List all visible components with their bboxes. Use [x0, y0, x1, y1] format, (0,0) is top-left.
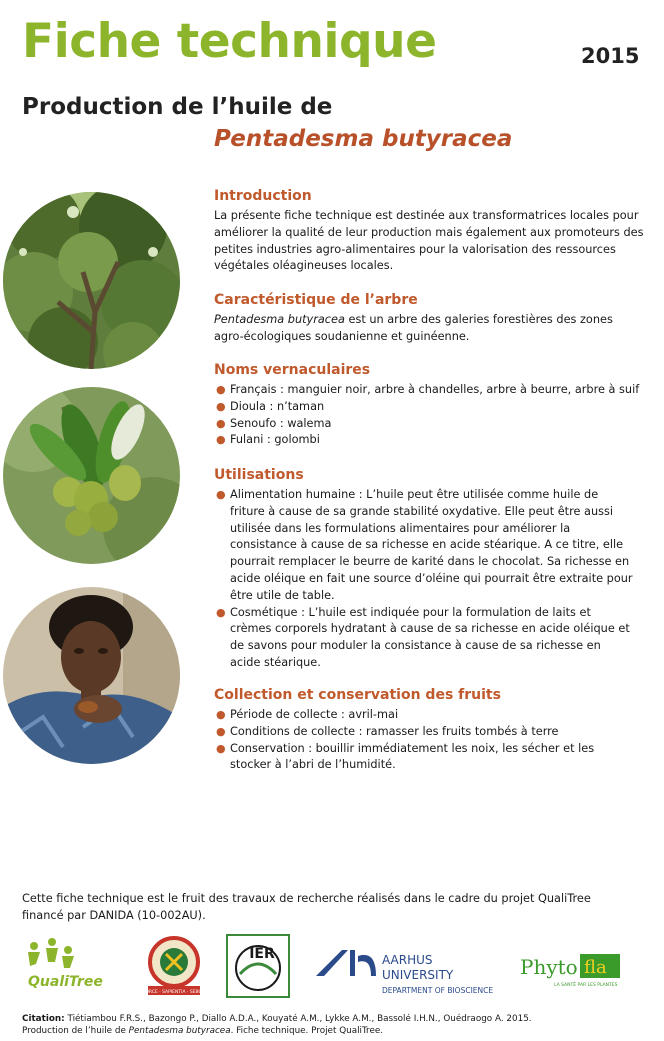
qualitree-wordmark: QualiTree [28, 974, 103, 990]
list-item: ● Alimentation humaine : L’huile peut être utilisée comme huile de friture à cause de sa grande stabilité oxydative. Elle peut être aussi utilisée dans les formulations alimentaires pour améliorer la consistance à cause de sa richesse en acide stéarique. A ce titre, elle pourrait remplacer le beurre de karité dans le chocolat. Sa richesse en acide oléique en fait une source d’oléine qui pourrait être extraite pour être utile de table. [216, 488, 633, 602]
bullet-icon: ● [216, 741, 226, 755]
bullet-icon: ● [216, 416, 226, 430]
list-item: ● Dioula : n’taman [214, 399, 644, 416]
burkina-emblem [144, 934, 204, 998]
collection-list [214, 707, 634, 774]
heading-introduction: Introduction [214, 188, 312, 204]
phytofla-wordmark-b: fla [584, 957, 607, 978]
introduction-text: La présente fiche technique est destinée aux transformatrices locales pour améliorer la qualité de leur production mais également aux promoteurs des petites industries agro-alimentaires pour la valorisation des ressources végétales oléagineuses locales. [214, 209, 644, 273]
bullet-icon: ● [216, 433, 226, 447]
subtitle-line1: Production de l’huile de [22, 94, 333, 120]
tree-photo [3, 192, 180, 369]
phytofla-tagline: LA SANTÉ PAR LES PLANTES [554, 983, 618, 988]
year-label: 2015 [581, 44, 640, 68]
bullet-icon: ● [216, 724, 226, 738]
bullet-icon: ● [216, 488, 226, 501]
utilisations-list [214, 487, 634, 672]
species-name: Pentadesma butyracea [214, 313, 345, 326]
citation-suffix: . Fiche technique. Projet QualiTree. [230, 1026, 384, 1036]
noms-list [214, 382, 644, 449]
bullet-icon: ● [216, 605, 226, 619]
list-item: ● Senoufo : walema [214, 416, 644, 433]
list-item: ● Conditions de collecte : ramasser les fruits tombés à terre [214, 724, 634, 741]
section-caracteristique [214, 292, 644, 346]
heading-collection: Collection et conservation des fruits [214, 687, 501, 703]
section-introduction [214, 188, 644, 275]
heading-noms-vernaculaires: Noms vernaculaires [214, 362, 371, 378]
caracteristique-body: est un arbre des galeries forestières des zones agro-écologiques soudanienne et guinéenne. [214, 313, 613, 343]
subtitle-species: Pentadesma butyracea [214, 126, 513, 152]
qualitree-logo [22, 938, 112, 994]
section-collection [214, 687, 634, 774]
citation [22, 1013, 642, 1037]
bullet-icon: ● [216, 383, 226, 396]
phytofla-logo [520, 950, 630, 990]
funding-note: Cette fiche technique est le fruit des travaux de recherche réalisés dans le cadre du projet QualiTree financé par DANIDA (10-002AU). [22, 892, 591, 922]
section-noms-vernaculaires [214, 362, 644, 449]
woman-photo [3, 587, 180, 764]
ier-wordmark: IER [249, 946, 275, 962]
section-utilisations [214, 467, 634, 672]
citation-species: Pentadesma butyracea [128, 1026, 231, 1036]
aarhus-line2: UNIVERSITY [382, 968, 454, 982]
phytofla-wordmark-a: Phyto [520, 955, 578, 979]
emblem-motto: FORCE · SAPIENTIA · SEBOR [144, 990, 204, 995]
citation-prefix: Production de l’huile de [22, 1026, 129, 1036]
caracteristique-text [214, 312, 644, 346]
aarhus-line3: DEPARTMENT OF BIOSCIENCE [382, 986, 494, 995]
bullet-icon: ● [216, 399, 226, 413]
heading-caracteristique: Caractéristique de l’arbre [214, 292, 418, 308]
aarhus-logo [314, 942, 504, 998]
list-item: ● Conservation : bouillir immédiatement les noix, les sécher et les stocker à l’abri de l’humidité. [216, 741, 595, 772]
logo-bar [0, 932, 664, 1002]
ier-logo [226, 934, 290, 998]
citation-authors: Tiétiambou F.R.S., Bazongo P., Diallo A.D.A., Kouyaté A.M., Lykke A.M., Bassolé I.H.N., Ouédraogo A. 2015. [64, 1014, 532, 1024]
list-item: ● Fulani : golombi [214, 432, 644, 449]
heading-utilisations: Utilisations [214, 467, 304, 483]
list-item: ● Période de collecte : avril-mai [214, 707, 634, 724]
aarhus-line1: AARHUS [382, 953, 433, 967]
list-item: ● Français : manguier noir, arbre à chandelles, arbre à beurre, arbre à suif [214, 382, 644, 399]
page-title: Fiche technique [22, 14, 437, 69]
fruit-photo [3, 387, 180, 564]
bullet-icon: ● [216, 708, 226, 721]
list-item: ● Cosmétique : L’huile est indiquée pour la formulation de laits et crèmes corporels hydratant à cause de sa richesse en acide oléique et de savons pour moduler la consistance à cause de sa richesse en acide stéarique. [216, 605, 630, 669]
citation-label: Citation: [22, 1014, 65, 1024]
